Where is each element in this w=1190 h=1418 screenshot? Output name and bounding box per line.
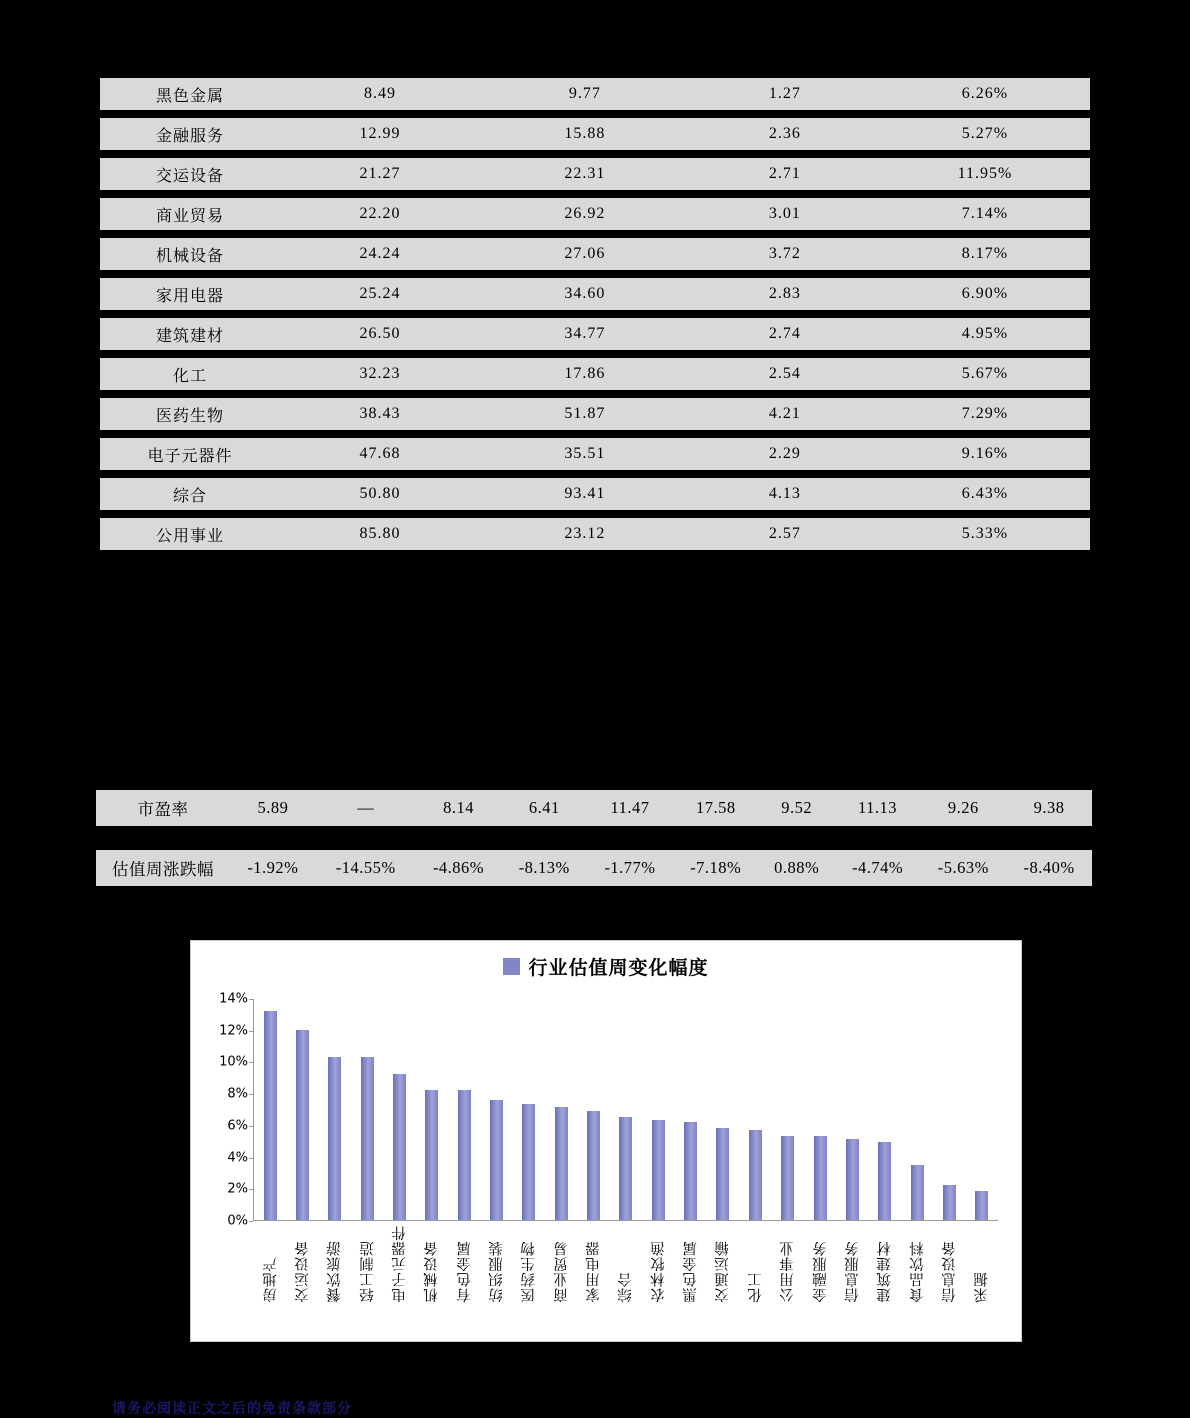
value-3: 3.72: [690, 238, 880, 270]
bar-slot: [319, 999, 351, 1220]
bar: [846, 1139, 859, 1220]
bar-slot: [869, 999, 901, 1220]
x-tick-label: 轻工制造: [359, 1240, 376, 1303]
x-tick-label: 信息设备: [941, 1240, 958, 1303]
value-4: 4.95%: [880, 318, 1090, 350]
table-row: [100, 358, 1090, 390]
table-row: [96, 790, 1092, 826]
value-4: 5.67%: [880, 358, 1090, 390]
industry-name: 电子元器件: [100, 438, 280, 470]
bar: [943, 1185, 956, 1220]
value-1: 50.80: [280, 478, 480, 510]
x-label-slot: [739, 1225, 771, 1303]
value-1: 24.24: [280, 238, 480, 270]
table-row: [100, 318, 1090, 350]
bar: [781, 1136, 794, 1220]
bar-slot: [416, 999, 448, 1220]
bar-slot: [642, 999, 674, 1220]
x-label-slot: [901, 1225, 933, 1303]
bar: [749, 1130, 762, 1220]
bar: [716, 1128, 729, 1220]
x-tick-label: 化工: [747, 1271, 764, 1303]
table-row: [100, 438, 1090, 470]
cell: 11.47: [587, 790, 673, 826]
x-label-slot: [707, 1225, 739, 1303]
industry-name: 交运设备: [100, 158, 280, 190]
cell: 9.52: [759, 790, 835, 826]
bar-slot: [836, 999, 868, 1220]
y-tick-label: 0%: [227, 1213, 248, 1229]
x-label-slot: [804, 1225, 836, 1303]
x-label-slot: [351, 1225, 383, 1303]
x-tick-label: 餐饮旅游: [327, 1240, 344, 1303]
x-tick-label: 农林牧渔: [650, 1240, 667, 1303]
industry-name: 家用电器: [100, 278, 280, 310]
y-tick-label: 10%: [219, 1054, 248, 1070]
bar-slot: [480, 999, 512, 1220]
value-2: 17.86: [480, 358, 690, 390]
industry-name: 建筑建材: [100, 318, 280, 350]
cell: -8.40%: [1006, 850, 1092, 886]
value-2: 51.87: [480, 398, 690, 430]
x-axis-labels: [254, 1225, 998, 1303]
industry-name: 综合: [100, 478, 280, 510]
industry-name: 化工: [100, 358, 280, 390]
x-tick-label: 信息服务: [844, 1240, 861, 1303]
bar-slot: [577, 999, 609, 1220]
x-label-slot: [610, 1225, 642, 1303]
table-row: [100, 278, 1090, 310]
value-2: 34.77: [480, 318, 690, 350]
bar: [458, 1090, 471, 1220]
bar-slot: [513, 999, 545, 1220]
cell: 17.58: [673, 790, 759, 826]
value-2: 27.06: [480, 238, 690, 270]
value-2: 34.60: [480, 278, 690, 310]
value-3: 2.83: [690, 278, 880, 310]
bar-slot: [448, 999, 480, 1220]
value-1: 8.49: [280, 78, 480, 110]
x-tick-label: 食品饮料: [909, 1240, 926, 1303]
x-label-slot: [933, 1225, 965, 1303]
x-label-slot: [772, 1225, 804, 1303]
x-tick-label: 采掘: [974, 1271, 991, 1303]
bar-slot: [610, 999, 642, 1220]
x-tick-label: 交运设备: [295, 1240, 312, 1303]
bar: [684, 1122, 697, 1220]
table-row: [100, 198, 1090, 230]
y-tick-label: 4%: [227, 1150, 248, 1166]
table-row: [100, 238, 1090, 270]
x-tick-label: 商业贸易: [553, 1240, 570, 1303]
cell: —: [316, 790, 416, 826]
x-tick-label: 电子元器件: [392, 1225, 409, 1303]
value-1: 25.24: [280, 278, 480, 310]
legend-swatch-icon: [503, 958, 520, 975]
y-tick-mark: [249, 1189, 253, 1190]
value-3: 2.54: [690, 358, 880, 390]
table-row: [100, 158, 1090, 190]
value-1: 22.20: [280, 198, 480, 230]
table-row: [100, 118, 1090, 150]
value-1: 85.80: [280, 518, 480, 550]
bar: [328, 1057, 341, 1220]
value-1: 21.27: [280, 158, 480, 190]
bar: [911, 1165, 924, 1221]
value-4: 7.14%: [880, 198, 1090, 230]
cell: -7.18%: [673, 850, 759, 886]
cell: -5.63%: [920, 850, 1006, 886]
bar: [878, 1142, 891, 1220]
bar: [393, 1074, 406, 1220]
bar: [814, 1136, 827, 1220]
industry-name: 机械设备: [100, 238, 280, 270]
industry-name: 金融服务: [100, 118, 280, 150]
cell: 9.26: [920, 790, 1006, 826]
value-2: 23.12: [480, 518, 690, 550]
bar-slot: [545, 999, 577, 1220]
value-3: 2.71: [690, 158, 880, 190]
y-tick-label: 2%: [227, 1181, 248, 1197]
bar-slot: [674, 999, 706, 1220]
value-3: 4.21: [690, 398, 880, 430]
bar-slot: [707, 999, 739, 1220]
summary-table: [96, 766, 1092, 910]
value-2: 9.77: [480, 78, 690, 110]
cell: -14.55%: [316, 850, 416, 886]
bar: [619, 1117, 632, 1220]
x-tick-label: 房地产: [262, 1256, 279, 1303]
x-label-slot: [319, 1225, 351, 1303]
bar: [296, 1030, 309, 1220]
y-tick-mark: [249, 1126, 253, 1127]
x-tick-label: 家用电器: [586, 1240, 603, 1303]
bar: [555, 1107, 568, 1220]
bar-slot: [966, 999, 998, 1220]
legend-label: 行业估值周变化幅度: [528, 957, 709, 979]
cell: 8.14: [416, 790, 502, 826]
value-3: 3.01: [690, 198, 880, 230]
x-label-slot: [383, 1225, 415, 1303]
value-3: 2.57: [690, 518, 880, 550]
value-1: 26.50: [280, 318, 480, 350]
value-3: 4.13: [690, 478, 880, 510]
value-4: 5.27%: [880, 118, 1090, 150]
x-label-slot: [836, 1225, 868, 1303]
value-4: 6.43%: [880, 478, 1090, 510]
value-4: 9.16%: [880, 438, 1090, 470]
bar: [587, 1111, 600, 1220]
value-3: 2.36: [690, 118, 880, 150]
chart-legend: [191, 953, 1021, 980]
y-tick-label: 14%: [219, 991, 248, 1007]
cell: 11.13: [835, 790, 921, 826]
value-4: 6.26%: [880, 78, 1090, 110]
chart-plot-area: [219, 991, 998, 1229]
y-tick-mark: [249, 1031, 253, 1032]
footer-note: 请务必阅读正文之后的免责条款部分: [112, 1401, 352, 1417]
value-1: 12.99: [280, 118, 480, 150]
valuation-table: [100, 70, 1090, 558]
y-tick-label: 8%: [227, 1086, 248, 1102]
x-label-slot: [480, 1225, 512, 1303]
value-1: 38.43: [280, 398, 480, 430]
y-tick-mark: [249, 999, 253, 1000]
value-4: 11.95%: [880, 158, 1090, 190]
valuation-table-body: [100, 78, 1090, 550]
value-3: 2.74: [690, 318, 880, 350]
cell: -1.92%: [230, 850, 316, 886]
bar-slot: [383, 999, 415, 1220]
value-2: 26.92: [480, 198, 690, 230]
value-2: 93.41: [480, 478, 690, 510]
cell: 0.88%: [759, 850, 835, 886]
table-row: [100, 398, 1090, 430]
bar: [522, 1104, 535, 1220]
bar-slot: [804, 999, 836, 1220]
bar-series: [254, 999, 998, 1220]
x-label-slot: [448, 1225, 480, 1303]
value-3: 2.29: [690, 438, 880, 470]
value-2: 15.88: [480, 118, 690, 150]
x-tick-label: 交通运输: [715, 1240, 732, 1303]
bar-slot: [286, 999, 318, 1220]
y-tick-mark: [249, 1062, 253, 1063]
x-tick-label: 公用事业: [780, 1240, 797, 1303]
bar-slot: [739, 999, 771, 1220]
x-tick-label: 有色金属: [456, 1240, 473, 1303]
row-label: 市盈率: [96, 790, 230, 826]
bar-slot: [901, 999, 933, 1220]
cell: 9.38: [1006, 790, 1092, 826]
x-label-slot: [416, 1225, 448, 1303]
cell: -4.74%: [835, 850, 921, 886]
table-row: [96, 850, 1092, 886]
industry-name: 商业贸易: [100, 198, 280, 230]
value-4: 8.17%: [880, 238, 1090, 270]
x-label-slot: [513, 1225, 545, 1303]
summary-table-body: [96, 790, 1092, 886]
bar-slot: [933, 999, 965, 1220]
bar: [652, 1120, 665, 1220]
x-label-slot: [286, 1225, 318, 1303]
cell: -8.13%: [501, 850, 587, 886]
x-tick-label: 金融服务: [812, 1240, 829, 1303]
value-2: 35.51: [480, 438, 690, 470]
industry-valuation-chart: [190, 940, 1022, 1342]
cell: -1.77%: [587, 850, 673, 886]
row-label: 估值周涨跌幅: [96, 850, 230, 886]
value-1: 47.68: [280, 438, 480, 470]
industry-name: 公用事业: [100, 518, 280, 550]
y-tick-label: 6%: [227, 1118, 248, 1134]
value-4: 6.90%: [880, 278, 1090, 310]
x-tick-label: 医药生物: [521, 1240, 538, 1303]
y-tick-mark: [249, 1158, 253, 1159]
value-2: 22.31: [480, 158, 690, 190]
cell: 6.41: [501, 790, 587, 826]
x-tick-label: 机械设备: [424, 1240, 441, 1303]
bar-slot: [351, 999, 383, 1220]
x-label-slot: [545, 1225, 577, 1303]
y-tick-mark: [249, 1094, 253, 1095]
table-row: [100, 518, 1090, 550]
value-4: 5.33%: [880, 518, 1090, 550]
x-label-slot: [674, 1225, 706, 1303]
value-4: 7.29%: [880, 398, 1090, 430]
industry-name: 黑色金属: [100, 78, 280, 110]
x-label-slot: [966, 1225, 998, 1303]
cell: 5.89: [230, 790, 316, 826]
cell: -4.86%: [416, 850, 502, 886]
bar: [975, 1191, 988, 1220]
value-3: 1.27: [690, 78, 880, 110]
x-label-slot: [642, 1225, 674, 1303]
x-axis: [253, 1220, 998, 1221]
value-1: 32.23: [280, 358, 480, 390]
bar: [490, 1100, 503, 1221]
x-tick-label: 纺织服装: [489, 1240, 506, 1303]
bar: [264, 1011, 277, 1220]
x-label-slot: [577, 1225, 609, 1303]
bar-slot: [254, 999, 286, 1220]
bar: [361, 1057, 374, 1220]
x-tick-label: 综合: [618, 1271, 635, 1303]
table-row: [100, 78, 1090, 110]
industry-name: 医药生物: [100, 398, 280, 430]
bar: [425, 1090, 438, 1220]
x-tick-label: 黑色金属: [683, 1240, 700, 1303]
x-label-slot: [254, 1225, 286, 1303]
table-row: [100, 478, 1090, 510]
bar-slot: [772, 999, 804, 1220]
x-label-slot: [869, 1225, 901, 1303]
x-tick-label: 建筑建材: [877, 1240, 894, 1303]
y-tick-mark: [249, 1221, 253, 1222]
y-tick-label: 12%: [219, 1023, 248, 1039]
